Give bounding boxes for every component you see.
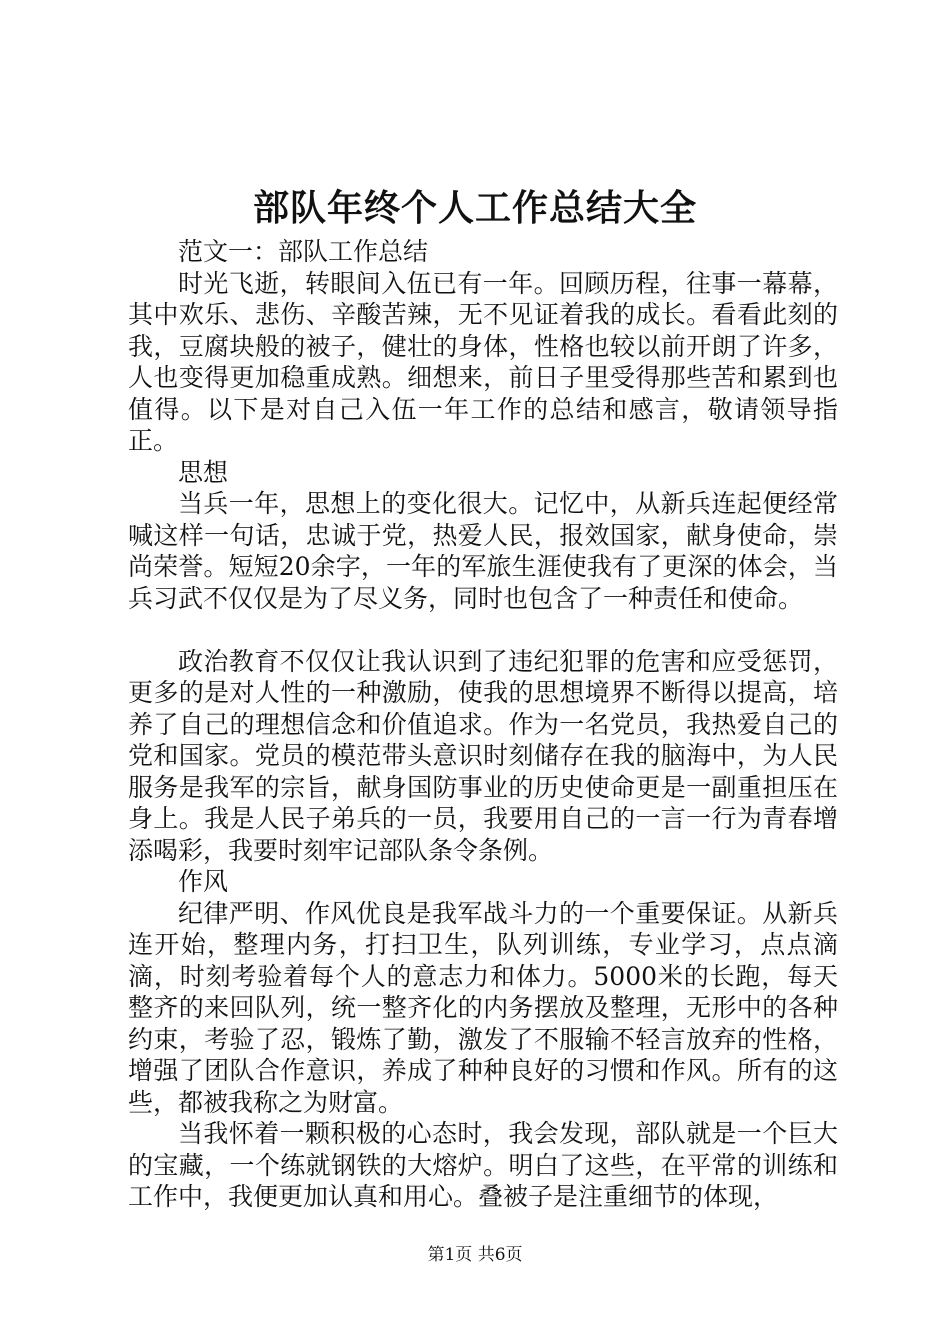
document-body	[128, 236, 838, 1213]
paragraph: 当兵一年，思想上的变化很大。记忆中，从新兵连起便经常喊这样一句话，忠诚于党，热爱人民，报效国家，献身使命，崇尚荣誉。短短20余字，一年的军旅生涯使我有了更深的体会，当兵习武不仅仅是为了尽义务，同时也包含了一种责任和使命。	[128, 489, 838, 613]
section-heading: 范文一：部队工作总结	[178, 237, 429, 266]
paragraph: 时光飞逝，转眼间入伍已有一年。回顾历程，往事一幕幕，其中欢乐、悲伤、辛酸苦辣，无不见证着我的成长。看看此刻的我，豆腐块般的被子，健壮的身体，性格也较以前开朗了许多，人也变得更加稳重成熟。细想来，前日子里受得那些苦和累到也值得。以下是对自己入伍一年工作的总结和感言，敬请领导指正。	[128, 268, 838, 455]
document-title: 部队年终个人工作总结大全	[252, 187, 697, 229]
paragraph-gap	[128, 614, 838, 646]
paragraph: 纪律严明、作风优良是我军战斗力的一个重要保证。从新兵连开始，整理内务，打扫卫生，队列训练，专业学习，点点滴滴，时刻考验着每个人的意志力和体力。5000米的长跑，每天整齐的来回队列，统一整齐化的内务摆放及整理，无形中的各种约束，考验了忍，锻炼了勤，激发了不服输不轻言放弃的性格，增强了团队合作意识，养成了种种良好的习惯和作风。所有的这些，都被我称之为财富。	[128, 898, 838, 1117]
page-number: 第1页 共6页	[427, 1245, 523, 1265]
paragraph: 政治教育不仅仅让我认识到了违纪犯罪的危害和应受惩罚，更多的是对人性的一种激励，使我的思想境界不断得以提高，培养了自己的理想信念和价值追求。作为一名党员，我热爱自己的党和国家。党员的模范带头意识时刻储存在我的脑海中，为人民服务是我军的宗旨，献身国防事业的历史使命更是一副重担压在身上。我是人民子弟兵的一员，我要用自己的一言一行为青春增添喝彩，我要时刻牢记部队条令条例。	[128, 646, 838, 865]
section-heading: 作风	[178, 867, 229, 896]
paragraph: 当我怀着一颗积极的心态时，我会发现，部队就是一个巨大的宝藏，一个练就钢铁的大熔炉。明白了这些，在平常的训练和工作中，我便更加认真和用心。叠被子是注重细节的体现，	[128, 1119, 838, 1211]
section-heading: 思想	[178, 457, 229, 487]
